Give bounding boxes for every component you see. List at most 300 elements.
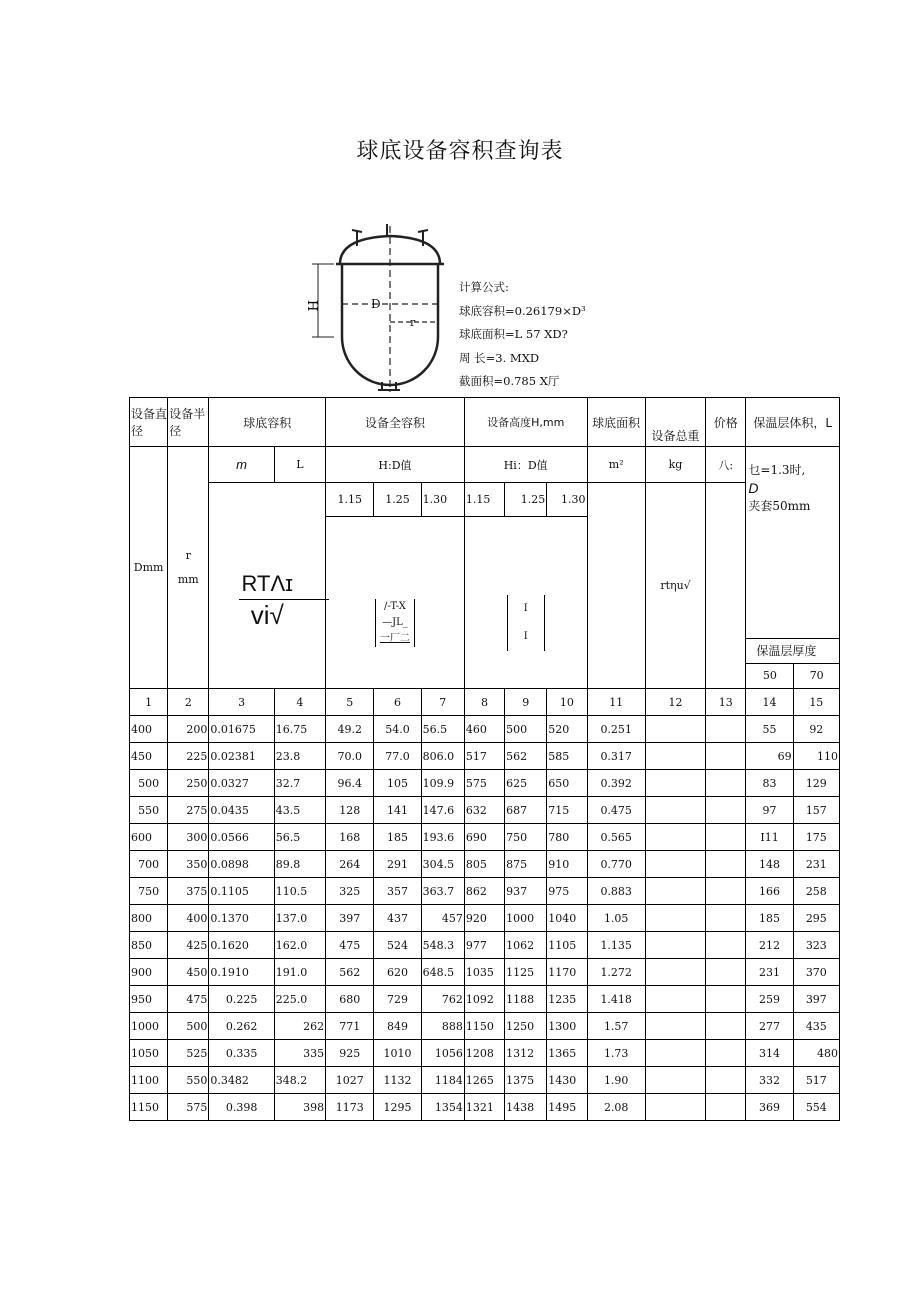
- table-cell: [645, 905, 705, 932]
- table-row: [130, 878, 840, 905]
- table-cell: 925: [326, 1040, 374, 1067]
- table-row: [130, 905, 840, 932]
- table-cell: 0.251: [587, 716, 645, 743]
- table-cell: 314: [746, 1040, 793, 1067]
- table-cell: [645, 1013, 705, 1040]
- table-cell: 200: [168, 716, 209, 743]
- table-cell: 550: [130, 797, 168, 824]
- table-cell: 1430: [547, 1067, 587, 1094]
- page-title: 球底设备容积查询表: [356, 139, 564, 164]
- column-number: 10: [547, 689, 587, 716]
- full-volume-sketch: [326, 517, 465, 689]
- table-cell: 562: [326, 959, 374, 986]
- table-cell: 275: [168, 797, 209, 824]
- header-total-weight: 设备总重: [645, 398, 705, 447]
- table-cell: 350: [168, 851, 209, 878]
- table-cell: 1092: [464, 986, 504, 1013]
- column-number: 1: [130, 689, 168, 716]
- column-number: 12: [645, 689, 705, 716]
- table-row: [130, 770, 840, 797]
- table-cell: 437: [374, 905, 421, 932]
- table-cell: 1495: [547, 1094, 587, 1121]
- table-row: [130, 986, 840, 1013]
- unit-m2: m²: [587, 447, 645, 483]
- table-cell: [706, 878, 746, 905]
- formula-area: 球底面积=L 57 XD?: [459, 327, 568, 341]
- table-cell: 323: [793, 932, 839, 959]
- table-cell: 0.0566: [209, 824, 274, 851]
- table-cell: 805: [464, 851, 504, 878]
- sketch-i-bottom: I: [523, 630, 528, 642]
- table-cell: 96.4: [326, 770, 374, 797]
- table-cell: 110: [793, 743, 839, 770]
- table-cell: 400: [130, 716, 168, 743]
- column-number: 11: [587, 689, 645, 716]
- formula-volume: 球底容积=0.26179×D³: [459, 303, 586, 318]
- table-cell: 109.9: [421, 770, 464, 797]
- note-jacket: 夹套50mm: [748, 498, 811, 513]
- table-cell: 56.5: [274, 824, 325, 851]
- table-cell: [706, 959, 746, 986]
- table-cell: 357: [374, 878, 421, 905]
- table-cell: 937: [505, 878, 547, 905]
- table-cell: [706, 932, 746, 959]
- table-cell: 0.475: [587, 797, 645, 824]
- ratio-115-a: 1.15: [326, 483, 374, 517]
- table-cell: 325: [326, 878, 374, 905]
- table-cell: 849: [374, 1013, 421, 1040]
- table-cell: 1375: [505, 1067, 547, 1094]
- table-cell: 295: [793, 905, 839, 932]
- sketch-line-b: —JL_: [382, 616, 408, 628]
- formula-perimeter: 周 长=3. MXD: [459, 350, 540, 365]
- unit-kg: kg: [645, 447, 705, 483]
- table-cell: 977: [464, 932, 504, 959]
- table-cell: 0.335: [209, 1040, 274, 1067]
- table-cell: 517: [464, 743, 504, 770]
- table-cell: 2.08: [587, 1094, 645, 1121]
- table-cell: 548.3: [421, 932, 464, 959]
- ratio-125-b: 1.25: [505, 483, 547, 517]
- table-cell: 780: [547, 824, 587, 851]
- table-cell: 1300: [547, 1013, 587, 1040]
- formula-heading: 计算公式:: [459, 280, 509, 294]
- table-cell: 1040: [547, 905, 587, 932]
- table-cell: 585: [547, 743, 587, 770]
- table-cell: 304.5: [421, 851, 464, 878]
- column-number: 2: [168, 689, 209, 716]
- table-cell: 575: [464, 770, 504, 797]
- volume-table: [129, 397, 840, 1121]
- column-number: 6: [374, 689, 421, 716]
- table-cell: 1365: [547, 1040, 587, 1067]
- table-cell: [645, 932, 705, 959]
- table-cell: 375: [168, 878, 209, 905]
- table-cell: 1010: [374, 1040, 421, 1067]
- table-cell: 1354: [421, 1094, 464, 1121]
- diagram-d-label: D: [371, 297, 381, 311]
- table-cell: 141: [374, 797, 421, 824]
- table-cell: 264: [326, 851, 374, 878]
- table-cell: 128: [326, 797, 374, 824]
- unit-mm: mm: [177, 572, 199, 586]
- table-cell: 0.0898: [209, 851, 274, 878]
- sketch-i-top: I: [523, 602, 528, 614]
- column-number-row: [130, 689, 840, 716]
- header-bottom-volume: 球底容积: [209, 398, 326, 447]
- table-cell: 500: [168, 1013, 209, 1040]
- header-insulation-volume: 保温层体积，L: [746, 398, 840, 447]
- sketch-line-a: /-T-X: [384, 600, 406, 612]
- column-number: 5: [326, 689, 374, 716]
- table-cell: 625: [505, 770, 547, 797]
- table-cell: 517: [793, 1067, 839, 1094]
- table-cell: [706, 743, 746, 770]
- table-cell: 0.3482: [209, 1067, 274, 1094]
- table-cell: 1.05: [587, 905, 645, 932]
- table-cell: [706, 986, 746, 1013]
- unit-l: L: [274, 447, 325, 483]
- table-cell: 185: [374, 824, 421, 851]
- column-number: 15: [793, 689, 839, 716]
- table-cell: 750: [130, 878, 168, 905]
- table-cell: 554: [793, 1094, 839, 1121]
- table-cell: 55: [746, 716, 793, 743]
- table-cell: 875: [505, 851, 547, 878]
- table-cell: 137.0: [274, 905, 325, 932]
- table-cell: 888: [421, 1013, 464, 1040]
- table-cell: 369: [746, 1094, 793, 1121]
- table-cell: 1250: [505, 1013, 547, 1040]
- table-cell: 0.770: [587, 851, 645, 878]
- table-cell: 291: [374, 851, 421, 878]
- table-cell: 0.1620: [209, 932, 274, 959]
- table-cell: 920: [464, 905, 504, 932]
- table-cell: 105: [374, 770, 421, 797]
- table-cell: [645, 1040, 705, 1067]
- table-cell: 370: [793, 959, 839, 986]
- table-cell: 92: [793, 716, 839, 743]
- table-cell: 83: [746, 770, 793, 797]
- table-cell: 1.418: [587, 986, 645, 1013]
- table-cell: 771: [326, 1013, 374, 1040]
- table-cell: [706, 905, 746, 932]
- table-cell: 1000: [130, 1013, 168, 1040]
- table-cell: 157: [793, 797, 839, 824]
- table-cell: 620: [374, 959, 421, 986]
- table-cell: 148: [746, 851, 793, 878]
- table-cell: 262: [274, 1013, 325, 1040]
- table-cell: 1.272: [587, 959, 645, 986]
- table-cell: 0.1105: [209, 878, 274, 905]
- table-cell: 750: [505, 824, 547, 851]
- hd-ratio-label-2: Hi：D值: [464, 447, 587, 483]
- header-bottom-area: 球底面积: [587, 398, 645, 447]
- table-cell: 1173: [326, 1094, 374, 1121]
- table-cell: 806.0: [421, 743, 464, 770]
- table-cell: [645, 743, 705, 770]
- table-cell: 0.262: [209, 1013, 274, 1040]
- table-cell: 862: [464, 878, 504, 905]
- table-cell: 1.135: [587, 932, 645, 959]
- table-cell: [645, 986, 705, 1013]
- table-cell: 0.565: [587, 824, 645, 851]
- table-cell: 193.6: [421, 824, 464, 851]
- table-cell: 1208: [464, 1040, 504, 1067]
- table-cell: 1235: [547, 986, 587, 1013]
- ratio-125-a: 1.25: [374, 483, 421, 517]
- height-sketch: [464, 517, 587, 689]
- column-number: 4: [274, 689, 325, 716]
- table-cell: 460: [464, 716, 504, 743]
- table-cell: 258: [793, 878, 839, 905]
- table-cell: 1.73: [587, 1040, 645, 1067]
- insulation-thickness-label: 保温层厚度: [746, 638, 839, 664]
- table-cell: [706, 1067, 746, 1094]
- table-cell: 1125: [505, 959, 547, 986]
- table-cell: 250: [168, 770, 209, 797]
- table-cell: 524: [374, 932, 421, 959]
- table-cell: 89.8: [274, 851, 325, 878]
- table-cell: 900: [130, 959, 168, 986]
- table-cell: 1438: [505, 1094, 547, 1121]
- table-row: [130, 824, 840, 851]
- table-row: [130, 797, 840, 824]
- table-cell: 129: [793, 770, 839, 797]
- ratio-130-b: 1.30: [547, 483, 587, 517]
- table-cell: 650: [547, 770, 587, 797]
- table-cell: [706, 716, 746, 743]
- table-cell: 700: [130, 851, 168, 878]
- table-cell: [645, 797, 705, 824]
- header-radius: 设备半径: [168, 398, 209, 447]
- table-cell: 398: [274, 1094, 325, 1121]
- table-cell: [706, 770, 746, 797]
- table-cell: 363.7: [421, 878, 464, 905]
- column-number: 8: [464, 689, 504, 716]
- table-cell: 480: [793, 1040, 839, 1067]
- table-cell: 648.5: [421, 959, 464, 986]
- table-row: [130, 716, 840, 743]
- table-cell: 600: [130, 824, 168, 851]
- area-blank: [587, 483, 645, 689]
- table-cell: 632: [464, 797, 504, 824]
- table-cell: 147.6: [421, 797, 464, 824]
- column-number: 14: [746, 689, 793, 716]
- ratio-130-a: 1.30: [421, 483, 464, 517]
- table-cell: 110.5: [274, 878, 325, 905]
- table-cell: 166: [746, 878, 793, 905]
- table-row: [130, 1094, 840, 1121]
- table-cell: 475: [168, 986, 209, 1013]
- table-cell: [645, 959, 705, 986]
- thickness-70: 70: [809, 669, 824, 682]
- table-row: [130, 743, 840, 770]
- table-cell: 212: [746, 932, 793, 959]
- thickness-50: 50: [746, 664, 794, 688]
- unit-r-mm: [168, 447, 209, 689]
- table-cell: 1295: [374, 1094, 421, 1121]
- price-blank: [706, 483, 746, 689]
- table-cell: 500: [505, 716, 547, 743]
- table-cell: 300: [168, 824, 209, 851]
- header-price: 价格: [706, 398, 746, 447]
- table-cell: 0.0435: [209, 797, 274, 824]
- table-cell: 575: [168, 1094, 209, 1121]
- table-cell: 225.0: [274, 986, 325, 1013]
- table-cell: 0.1370: [209, 905, 274, 932]
- table-cell: 850: [130, 932, 168, 959]
- table-cell: 680: [326, 986, 374, 1013]
- table-cell: 762: [421, 986, 464, 1013]
- table-cell: 56.5: [421, 716, 464, 743]
- table-cell: 475: [326, 932, 374, 959]
- table-cell: 500: [130, 770, 168, 797]
- table-cell: [645, 770, 705, 797]
- ratio-115-b: 1.15: [464, 483, 504, 517]
- table-cell: 1000: [505, 905, 547, 932]
- table-cell: 185: [746, 905, 793, 932]
- diagram-h-label: H: [304, 300, 319, 312]
- table-cell: 1312: [505, 1040, 547, 1067]
- table-cell: 231: [793, 851, 839, 878]
- table-cell: 332: [746, 1067, 793, 1094]
- table-cell: 800: [130, 905, 168, 932]
- table-cell: 1321: [464, 1094, 504, 1121]
- table-cell: 435: [793, 1013, 839, 1040]
- table-cell: 1150: [464, 1013, 504, 1040]
- table-cell: [706, 1040, 746, 1067]
- insulation-note: [746, 447, 840, 517]
- table-cell: 525: [168, 1040, 209, 1067]
- vessel-diagram: [300, 222, 450, 394]
- table-cell: 450: [130, 743, 168, 770]
- table-row: [130, 1067, 840, 1094]
- table-cell: 562: [505, 743, 547, 770]
- table-cell: 0.225: [209, 986, 274, 1013]
- table-cell: 162.0: [274, 932, 325, 959]
- table-cell: 49.2: [326, 716, 374, 743]
- column-number: 9: [505, 689, 547, 716]
- table-row: [130, 851, 840, 878]
- table-cell: [706, 1094, 746, 1121]
- table-cell: 400: [168, 905, 209, 932]
- table-cell: 1132: [374, 1067, 421, 1094]
- table-cell: 1062: [505, 932, 547, 959]
- table-cell: [645, 716, 705, 743]
- table-cell: 1050: [130, 1040, 168, 1067]
- table-cell: [645, 851, 705, 878]
- table-cell: [706, 824, 746, 851]
- table-cell: 43.5: [274, 797, 325, 824]
- table-cell: 1035: [464, 959, 504, 986]
- note-d: D: [748, 479, 759, 496]
- table-cell: 77.0: [374, 743, 421, 770]
- table-cell: 690: [464, 824, 504, 851]
- table-cell: 0.398: [209, 1094, 274, 1121]
- table-cell: [706, 1013, 746, 1040]
- table-cell: 0.02381: [209, 743, 274, 770]
- table-cell: 16.75: [274, 716, 325, 743]
- table-cell: 0.883: [587, 878, 645, 905]
- table-cell: 277: [746, 1013, 793, 1040]
- table-cell: [706, 851, 746, 878]
- table-cell: 70.0: [326, 743, 374, 770]
- unit-r: r: [185, 548, 191, 562]
- garbled-formula-cell: [209, 483, 326, 689]
- unit-m3: m: [209, 447, 274, 483]
- table-cell: 23.8: [274, 743, 325, 770]
- table-cell: 687: [505, 797, 547, 824]
- table-cell: 950: [130, 986, 168, 1013]
- table-cell: 1056: [421, 1040, 464, 1067]
- diagram-r-label: r: [410, 316, 416, 329]
- table-cell: 54.0: [374, 716, 421, 743]
- table-cell: 550: [168, 1067, 209, 1094]
- garbled-formula-bottom: vi√: [250, 599, 284, 630]
- column-number: 13: [706, 689, 746, 716]
- table-cell: 97: [746, 797, 793, 824]
- unit-dmm: Dmm: [130, 447, 168, 689]
- table-cell: 231: [746, 959, 793, 986]
- table-cell: I11: [746, 824, 793, 851]
- table-body: [130, 716, 840, 1121]
- table-cell: 259: [746, 986, 793, 1013]
- garbled-formula-top: RTΛɪ: [241, 570, 293, 596]
- table-cell: [645, 878, 705, 905]
- table-cell: 1100: [130, 1067, 168, 1094]
- hd-ratio-label: H:D值: [326, 447, 465, 483]
- formula-block: [459, 276, 586, 394]
- table-cell: 715: [547, 797, 587, 824]
- table-cell: [645, 1094, 705, 1121]
- table-cell: 0.392: [587, 770, 645, 797]
- table-cell: 0.0327: [209, 770, 274, 797]
- table-cell: 348.2: [274, 1067, 325, 1094]
- table-cell: 1265: [464, 1067, 504, 1094]
- table-cell: 0.01675: [209, 716, 274, 743]
- header-full-volume: 设备全容积: [326, 398, 465, 447]
- table-cell: 175: [793, 824, 839, 851]
- table-cell: 520: [547, 716, 587, 743]
- unit-price: 八:: [706, 447, 746, 483]
- table-row: [130, 1040, 840, 1067]
- header-diameter: 设备直径: [130, 398, 168, 447]
- table-cell: 450: [168, 959, 209, 986]
- table-cell: 397: [326, 905, 374, 932]
- table-cell: [706, 797, 746, 824]
- weight-note: rtηu√: [645, 483, 705, 689]
- table-row: [130, 932, 840, 959]
- table-cell: 1027: [326, 1067, 374, 1094]
- table-cell: 457: [421, 905, 464, 932]
- table-cell: 1150: [130, 1094, 168, 1121]
- table-cell: 1.57: [587, 1013, 645, 1040]
- table-cell: 191.0: [274, 959, 325, 986]
- column-number: 3: [209, 689, 274, 716]
- table-cell: 729: [374, 986, 421, 1013]
- table-cell: 1184: [421, 1067, 464, 1094]
- table-cell: 1188: [505, 986, 547, 1013]
- table-cell: 0.317: [587, 743, 645, 770]
- table-cell: 32.7: [274, 770, 325, 797]
- table-cell: [645, 824, 705, 851]
- table-cell: 1.90: [587, 1067, 645, 1094]
- table-cell: 335: [274, 1040, 325, 1067]
- table-cell: 0.1910: [209, 959, 274, 986]
- column-number: 7: [421, 689, 464, 716]
- table-cell: 975: [547, 878, 587, 905]
